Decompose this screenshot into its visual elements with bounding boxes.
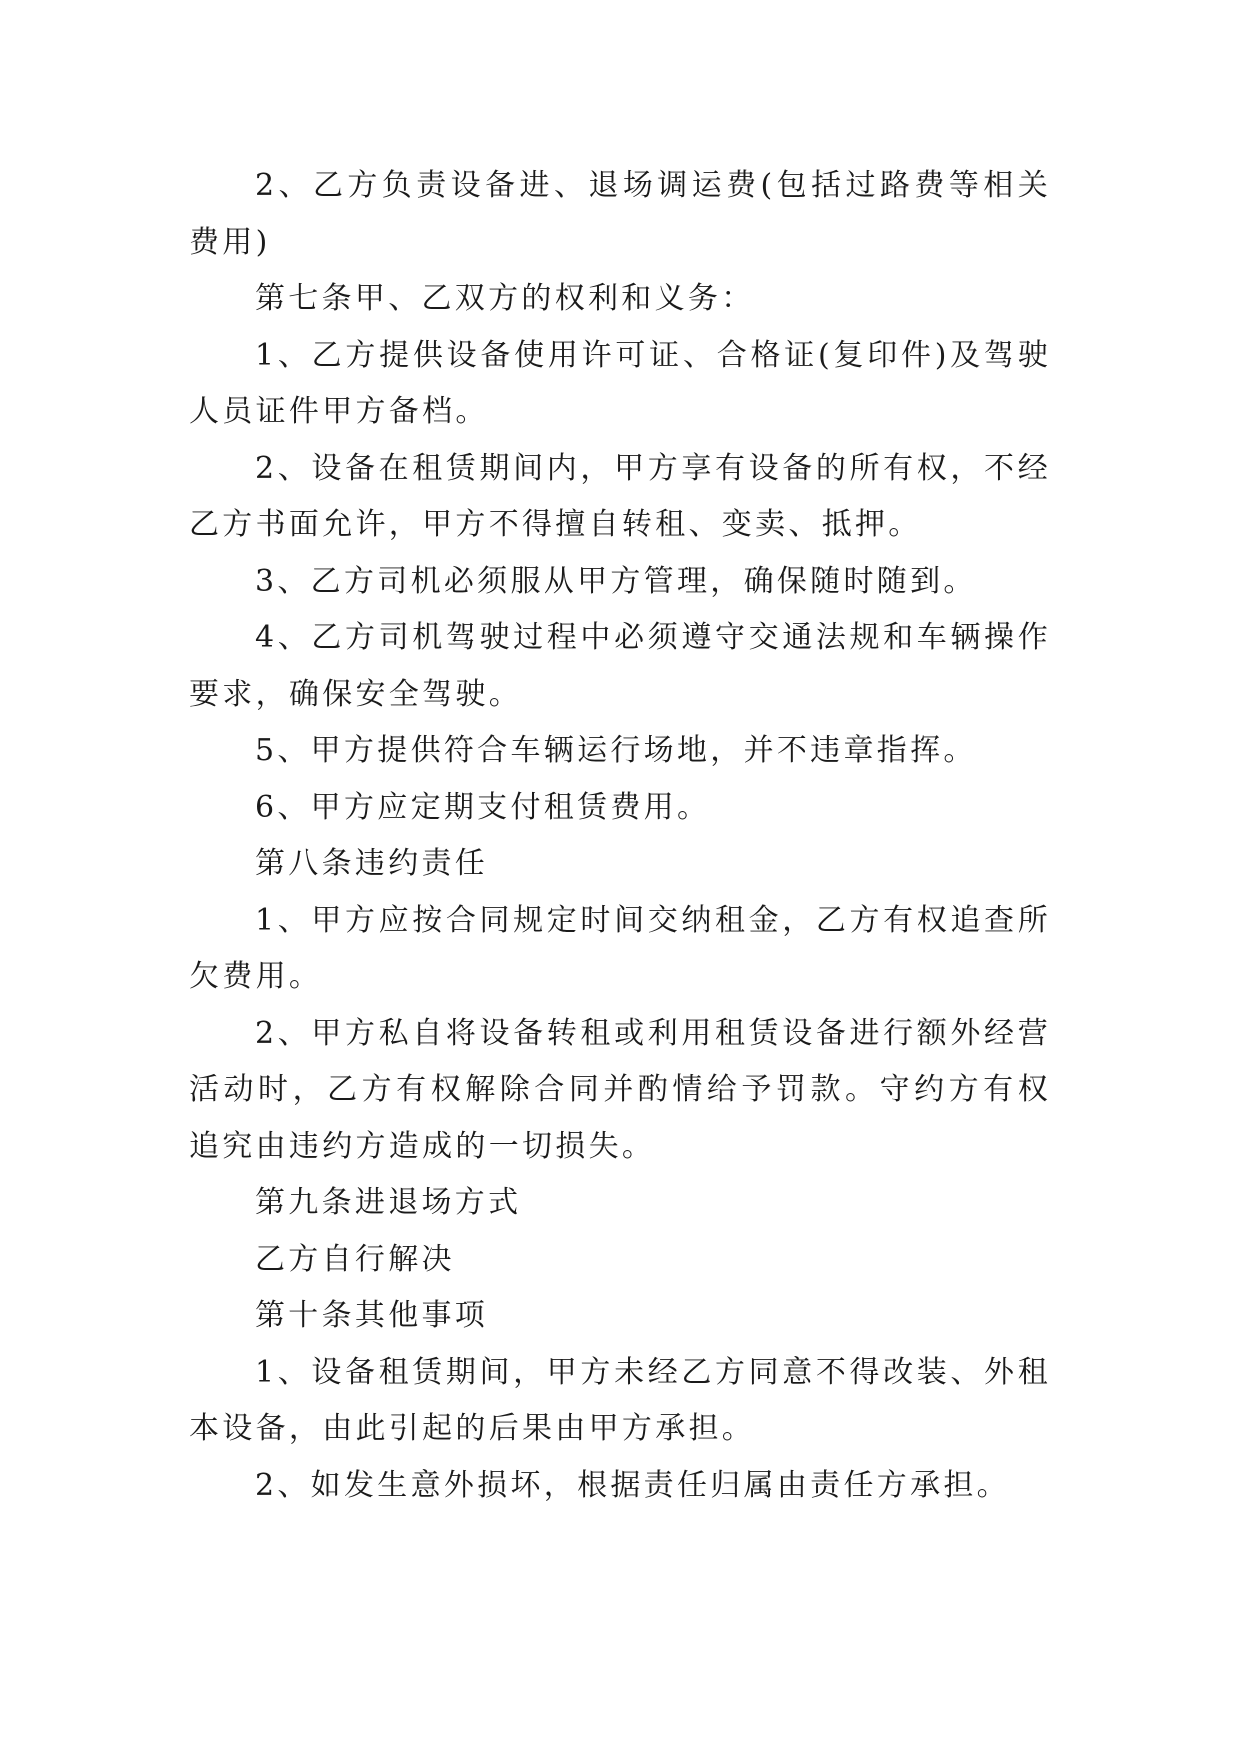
paragraph: 2、如发生意外损坏，根据责任归属由责任方承担。 bbox=[255, 1467, 1010, 1503]
paragraph: 1、设备租赁期间，甲方未经乙方同意不得改装、外租本设备，由此引起的后果由甲方承担。 bbox=[189, 1354, 1051, 1446]
section-heading: 第九条进退场方式 bbox=[255, 1185, 522, 1220]
section-heading: 第十条其他事项 bbox=[255, 1298, 489, 1333]
section-heading: 第八条违约责任 bbox=[255, 846, 489, 881]
paragraph: 2、甲方私自将设备转租或利用租赁设备进行额外经营活动时，乙方有权解除合同并酌情给予罚款。守约方有权追究由违约方造成的一切损失。 bbox=[189, 1015, 1051, 1164]
section-heading: 第七条甲、乙双方的权利和义务： bbox=[255, 281, 755, 316]
paragraph: 6、甲方应定期支付租赁费用。 bbox=[255, 789, 711, 825]
paragraph: 1、甲方应按合同规定时间交纳租金，乙方有权追查所欠费用。 bbox=[189, 902, 1051, 994]
paragraph: 5、甲方提供符合车辆运行场地，并不违章指挥。 bbox=[255, 733, 977, 768]
document-page bbox=[189, 158, 1051, 1514]
paragraph: 2、设备在租赁期间内，甲方享有设备的所有权，不经乙方书面允许，甲方不得擅自转租、变卖、抵押。 bbox=[189, 450, 1051, 542]
paragraph: 3、乙方司机必须服从甲方管理，确保随时随到。 bbox=[255, 563, 977, 599]
paragraph: 4、乙方司机驾驶过程中必须遵守交通法规和车辆操作要求，确保安全驾驶。 bbox=[189, 620, 1051, 712]
paragraph: 乙方自行解决 bbox=[255, 1241, 455, 1277]
paragraph: 1、乙方提供设备使用许可证、合格证(复印件)及驾驶人员证件甲方备档。 bbox=[189, 337, 1051, 429]
paragraph: 2、乙方负责设备进、退场调运费(包括过路费等相关费用) bbox=[189, 168, 1051, 260]
